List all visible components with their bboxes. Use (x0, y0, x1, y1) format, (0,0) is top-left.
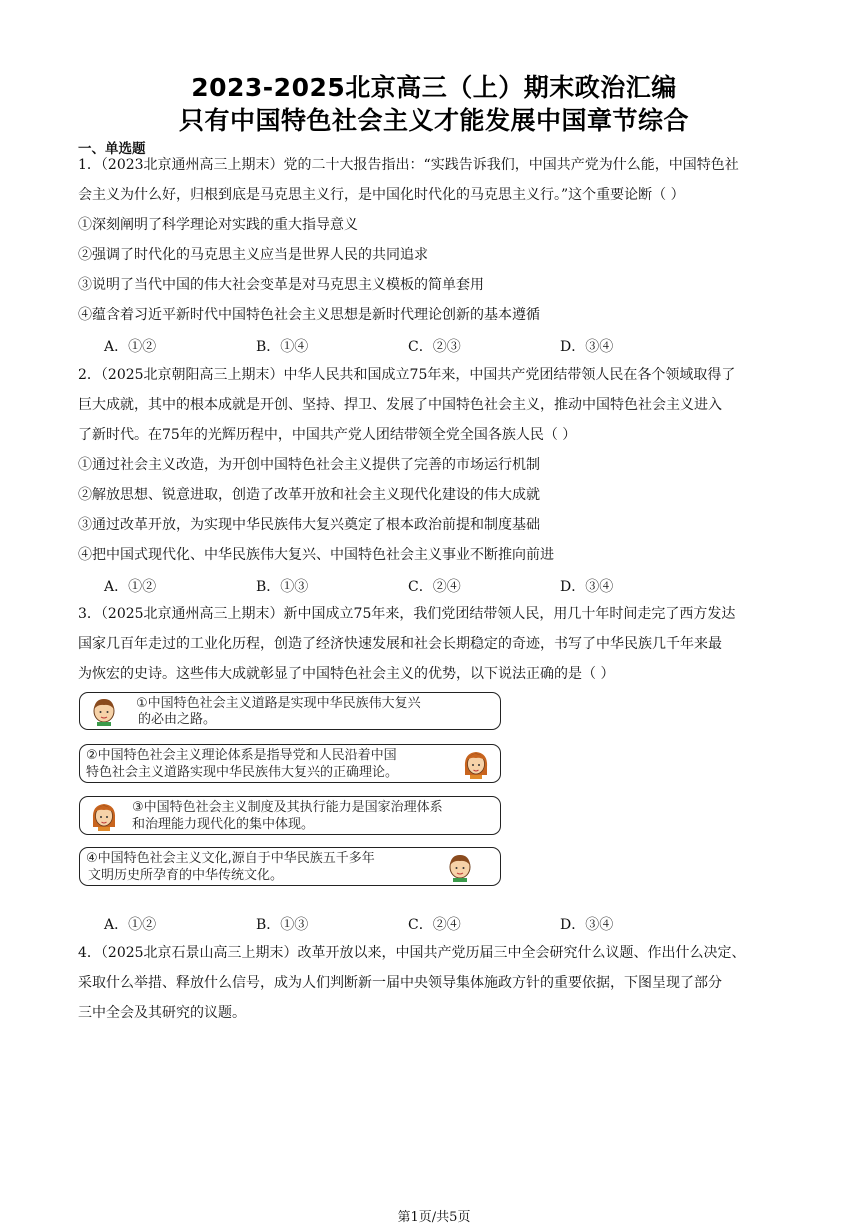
q2-statement: ④把中国式现代化、中华民族伟大复兴、中国特色社会主义事业不断推向前进 (78, 547, 554, 563)
boy-avatar-icon (446, 852, 474, 882)
q2-stem-line: 了新时代。在75年的光辉历程中，中国共产党人团结带领全党全国各族人民（ ） (78, 427, 577, 443)
statement-bubble-1 (79, 692, 501, 730)
bubble-1-line-2: 的必由之路。 (138, 712, 217, 727)
bubble-4-line-2: 文明历史所孕育的中华传统文化。 (88, 868, 284, 883)
q3-stem-line: 国家几百年走过的工业化历程，创造了经济快速发展和社会长期稳定的奇迹，书写了中华民族几千年来最 (78, 636, 722, 652)
q4-stem-line: 采取什么举措、释放什么信号，成为人们判断新一届中央领导集体施政方针的重要依据，下图呈现了部分 (78, 975, 722, 991)
girl-avatar-icon (90, 801, 118, 831)
q1-option-a[interactable]: A．①② (104, 339, 157, 355)
q1-statement: ①深刻阐明了科学理论对实践的重大指导意义 (78, 217, 358, 233)
q2-option-c[interactable]: C．②④ (408, 579, 461, 595)
statement-bubble-4 (79, 847, 501, 886)
bubble-2-line-1: ②中国特色社会主义理论体系是指导党和人民沿着中国 (86, 748, 397, 763)
q2-options (104, 576, 712, 596)
page-subtitle: 只有中国特色社会主义才能发展中国章节综合 (178, 106, 689, 135)
q4-stem-line: 4．（2025北京石景山高三上期末）改革开放以来，中国共产党历届三中全会研究什么议题、作出什么决定、 (78, 945, 746, 961)
q3-option-a[interactable]: A．①② (104, 917, 157, 933)
q2-stem-line: 巨大成就，其中的根本成就是开创、坚持、捍卫、发展了中国特色社会主义，推动中国特色社会主义进入 (78, 397, 722, 413)
q1-statement: ②强调了时代化的马克思主义应当是世界人民的共同追求 (78, 247, 428, 263)
q2-statement: ①通过社会主义改造，为开创中国特色社会主义提供了完善的市场运行机制 (78, 457, 540, 473)
q2-statement: ③通过改革开放，为实现中华民族伟大复兴奠定了根本政治前提和制度基础 (78, 517, 540, 533)
q1-stem-line: 会主义为什么好，归根到底是马克思主义行，是中国化时代化的马克思主义行。”这个重要论断（ ） (78, 187, 685, 203)
q3-option-b[interactable]: B．①③ (256, 917, 309, 933)
q2-stem-line: 2．（2025北京朝阳高三上期末）中华人民共和国成立75年来，中国共产党团结带领人民在各个领域取得了 (78, 367, 736, 383)
q1-options (104, 336, 712, 356)
page-number: 第1页/共5页 (397, 1210, 471, 1225)
q4-stem-line: 三中全会及其研究的议题。 (78, 1005, 246, 1021)
girl-avatar-icon (462, 749, 490, 779)
page-title: 2023-2025北京高三（上）期末政治汇编 (191, 73, 677, 102)
q1-option-d[interactable]: D．③④ (560, 339, 614, 355)
q1-option-c[interactable]: C．②③ (408, 339, 461, 355)
q3-options (104, 914, 712, 934)
q1-statement: ③说明了当代中国的伟大社会变革是对马克思主义模板的简单套用 (78, 277, 484, 293)
q1-option-b[interactable]: B．①④ (256, 339, 309, 355)
bubble-1-line-1: ①中国特色社会主义道路是实现中华民族伟大复兴 (136, 696, 421, 711)
q2-option-b[interactable]: B．①③ (256, 579, 309, 595)
q3-option-c[interactable]: C．②④ (408, 917, 461, 933)
bubble-3-line-2: 和治理能力现代化的集中体现。 (132, 817, 315, 832)
q3-stem-line: 3．（2025北京通州高三上期末）新中国成立75年来，我们党团结带领人民，用几十年时间走完了西方发达 (78, 606, 736, 622)
statement-bubble-2 (79, 744, 501, 783)
q3-stem-line: 为恢宏的史诗。这些伟大成就彰显了中国特色社会主义的优势，以下说法正确的是（ ） (78, 666, 615, 682)
q1-statement: ④蕴含着习近平新时代中国特色社会主义思想是新时代理论创新的基本遵循 (78, 307, 540, 323)
boy-avatar-icon (90, 696, 118, 726)
q3-option-d[interactable]: D．③④ (560, 917, 614, 933)
bubble-2-line-2: 特色社会主义道路实现中华民族伟大复兴的正确理论。 (86, 765, 399, 780)
q2-option-a[interactable]: A．①② (104, 579, 157, 595)
q2-option-d[interactable]: D．③④ (560, 579, 614, 595)
bubble-4-line-1: ④中国特色社会主义文化,源自于中华民族五千多年 (86, 851, 375, 866)
statement-bubble-3 (79, 796, 501, 835)
q1-stem-line: 1．（2023北京通州高三上期末）党的二十大报告指出：“实践告诉我们，中国共产党为什么能，中国特色社 (78, 157, 739, 173)
q2-statement: ②解放思想、锐意进取，创造了改革开放和社会主义现代化建设的伟大成就 (78, 487, 540, 503)
section-heading: 一、单选题 (78, 141, 146, 157)
bubble-3-line-1: ③中国特色社会主义制度及其执行能力是国家治理体系 (132, 800, 443, 815)
